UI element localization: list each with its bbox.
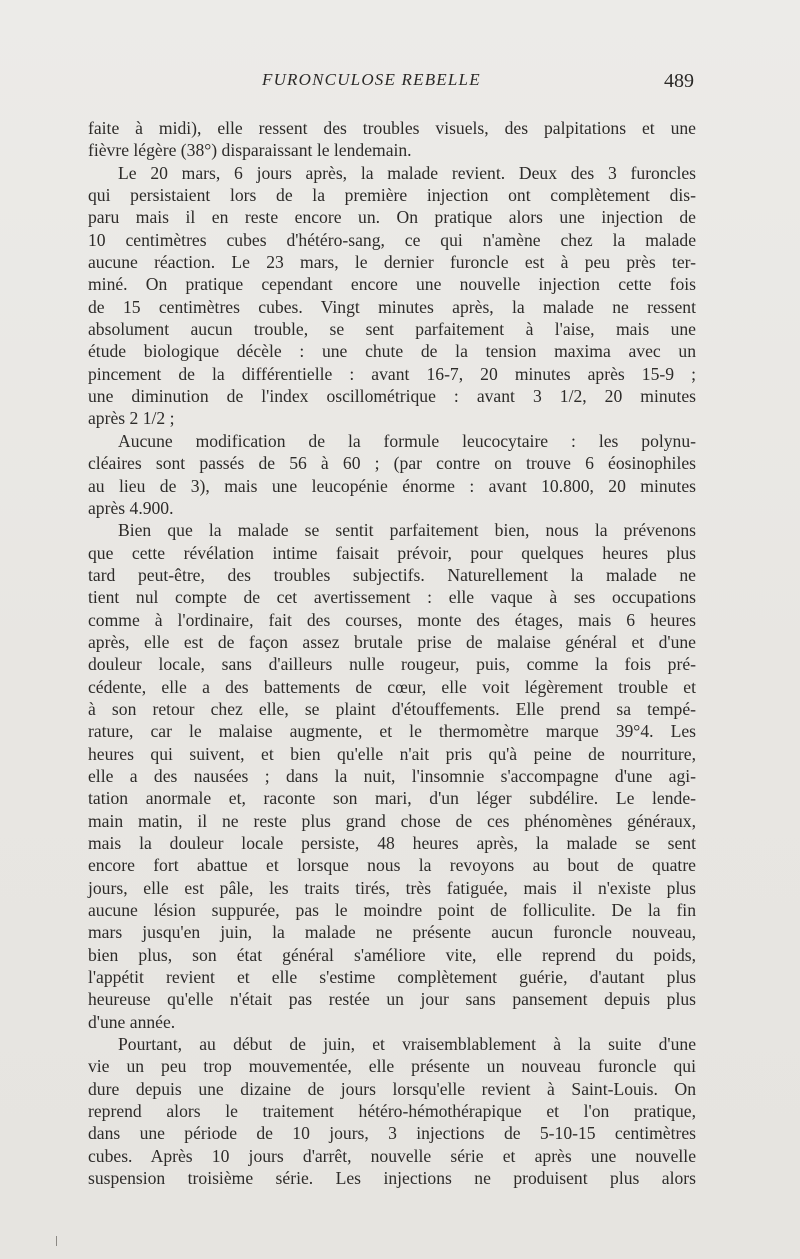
text-line: étude biologique décèle : une chute de la tension maxima avec un (88, 341, 696, 362)
text-line: comme à l'ordinaire, fait des courses, monte des étages, mais 6 heures (88, 609, 696, 630)
text-line: Pourtant, au début de juin, et vraisemblablement à la suite d'une (118, 1034, 696, 1055)
text-line: 10 centimètres cubes d'hétéro-sang, ce qui n'amène chez la malade (88, 229, 696, 250)
text-line: aucune réaction. Le 23 mars, le dernier furoncle est à peu près ter- (88, 252, 696, 273)
text-line: suspension troisième série. Les injections ne produisent plus alors (88, 1168, 696, 1189)
text-line: cubes. Après 10 jours d'arrêt, nouvelle série et après une nouvelle (88, 1145, 696, 1166)
text-line: à son retour chez elle, se plaint d'étouffements. Elle prend sa tempé- (88, 698, 696, 719)
text-line: miné. On pratique cependant encore une nouvelle injection cette fois (88, 274, 696, 295)
text-line: après 4.900. (88, 497, 174, 518)
text-line: l'appétit revient et elle s'estime complètement guérie, d'autant plus (88, 967, 696, 988)
text-line: mars jusqu'en juin, la malade ne présente aucun furoncle nouveau, (88, 922, 696, 943)
text-line: elle a des nausées ; dans la nuit, l'insomnie s'accompagne d'une agi- (88, 765, 696, 786)
text-line: Le 20 mars, 6 jours après, la malade revient. Deux des 3 furoncles (118, 162, 696, 183)
text-line: paru mais il en reste encore un. On pratique alors une injection de (88, 207, 696, 228)
text-line: dans une période de 10 jours, 3 injections de 5-10-15 centimètres (88, 1123, 696, 1144)
text-line: rature, car le malaise augmente, et le thermomètre marque 39°4. Les (88, 721, 696, 742)
text-line: d'une année. (88, 1011, 176, 1032)
text-line: tient nul compte de cet avertissement : elle vaque à ses occupations (88, 587, 696, 608)
text-line: cléaires sont passés de 56 à 60 ; (par contre on trouve 6 éosinophiles (88, 453, 696, 474)
text-line: une diminution de l'index oscillométrique : avant 3 1/2, 20 minutes (88, 386, 696, 407)
text-line: au lieu de 3), mais une leucopénie énorme : avant 10.800, 20 minutes (88, 475, 696, 496)
text-line: cédente, elle a des battements de cœur, elle voit légèrement trouble et (88, 676, 696, 697)
text-line: douleur locale, sans d'ailleurs nulle rougeur, puis, comme la fois pré- (88, 654, 696, 675)
running-title: FURONCULOSE REBELLE (262, 70, 481, 89)
text-line: bien plus, son état général s'améliore vite, elle reprend du poids, (88, 944, 696, 965)
body-text (88, 117, 696, 1190)
text-line: tard peut-être, des troubles subjectifs. Naturellement la malade ne (88, 564, 696, 585)
text-line: pincement de la différentielle : avant 16-7, 20 minutes après 15-9 ; (88, 363, 696, 384)
text-line: heures qui suivent, et bien qu'elle n'ait pris qu'à peine de nourriture, (88, 743, 696, 764)
margin-mark (56, 1236, 57, 1246)
text-line: après, elle est de façon assez brutale prise de malaise général et d'une (88, 631, 696, 652)
text-line: main matin, il ne reste plus grand chose de ces phénomènes généraux, (88, 810, 696, 831)
text-line: heureuse qu'elle n'était pas restée un jour sans pansement depuis plus (88, 989, 696, 1010)
text-line: tation anormale et, raconte son mari, d'un léger subdélire. Le lende- (88, 788, 696, 809)
text-line: mais la douleur locale persiste, 48 heures après, la malade se sent (88, 833, 696, 853)
text-line: vie un peu trop mouvementée, elle présente un nouveau furoncle qui (88, 1056, 696, 1077)
text-line: de 15 centimètres cubes. Vingt minutes après, la malade ne ressent (88, 296, 696, 317)
page-number: 489 (664, 70, 694, 92)
text-line: qui persistaient lors de la première injection ont complètement dis- (88, 185, 696, 206)
text-line: jours, elle est pâle, les traits tirés, très fatiguée, mais il n'existe plus (88, 877, 696, 898)
text-line: fièvre légère (38°) disparaissant le lendemain. (88, 140, 412, 161)
text-line: absolument aucun trouble, se sent parfaitement à l'aise, mais une (88, 319, 696, 340)
text-line: que cette révélation intime faisait prévoir, pour quelques heures plus (88, 542, 696, 563)
text-line: encore fort abattue et lorsque nous la revoyons au bout de quatre (88, 855, 696, 876)
running-head (0, 70, 800, 96)
text-line: reprend alors le traitement hétéro-hémothérapique et l'on pratique, (88, 1101, 696, 1122)
text-line: après 2 1/2 ; (88, 408, 175, 429)
text-line: Bien que la malade se sentit parfaitement bien, nous la prévenons (118, 520, 696, 541)
text-line: aucune lésion suppurée, pas le moindre point de folliculite. De la fin (88, 900, 696, 921)
text-line: faite à midi), elle ressent des troubles visuels, des palpitations et une (88, 118, 696, 138)
text-line: dure depuis une dizaine de jours lorsqu'elle revient à Saint-Louis. On (88, 1078, 696, 1099)
text-line: Aucune modification de la formule leucocytaire : les polynu- (118, 430, 696, 451)
